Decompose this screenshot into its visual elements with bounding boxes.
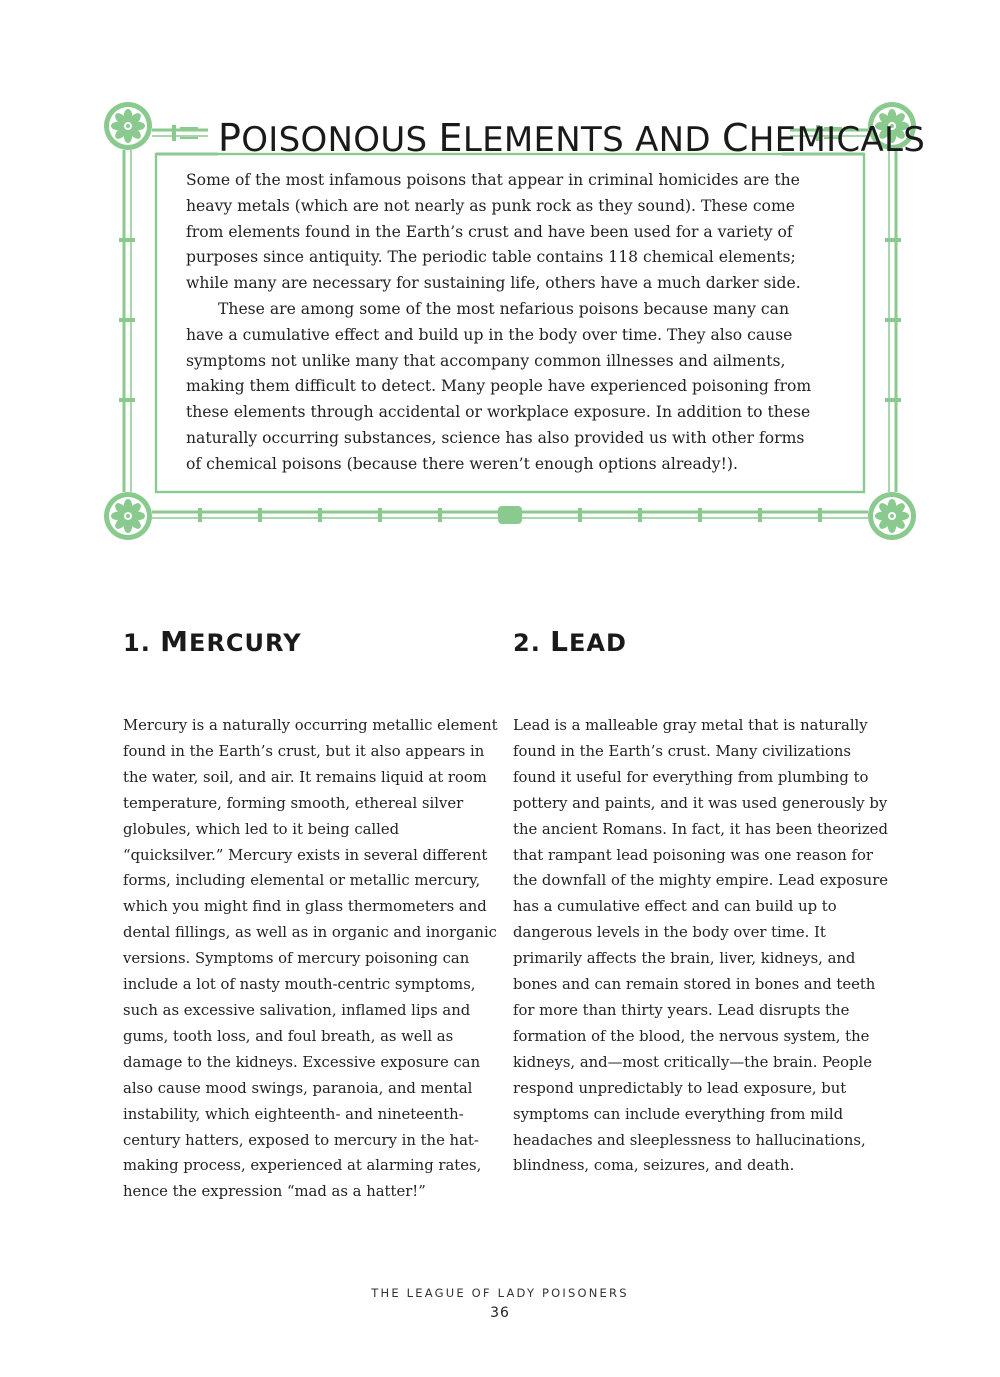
intro-paragraph: These are among some of the most nefarious poisons because many can have a cumulative effect and build up in the body over time. They also cause symptoms not unlike many that accompany common illnesses and ailments, making them difficult to detect. Many people have experienced poisoning from these elements through accidental or workplace exposure. In addition to these naturally occurring substances, science has also provided us with other forms of chemical poisons (because there weren’t enough options already!).: [186, 299, 812, 473]
section-heading: 1. MERCURY: [123, 625, 302, 658]
flower-rosette-icon: [868, 492, 916, 540]
section-mercury: [123, 624, 503, 1205]
flower-rosette-icon: [104, 102, 152, 150]
intro-text: [186, 168, 822, 478]
page-number: 36: [490, 1305, 510, 1321]
intro-paragraph: Some of the most infamous poisons that appear in criminal homicides are the heavy metals (which are not nearly as punk rock as they sound). These come from elements found in the Earth’s crust and have been used for a variety of purposes since antiquity. The periodic table contains 118 chemical elements; while many are necessary for sustaining life, others have a much darker side.: [186, 171, 801, 293]
box-title: POISONOUS ELEMENTS AND CHEMICALS: [218, 116, 926, 160]
running-footer: THE LEAGUE OF LADY POISONERS: [371, 1286, 629, 1300]
section-heading: 2. LEAD: [513, 625, 627, 658]
flower-rosette-icon: [104, 492, 152, 540]
section-body: Mercury is a naturally occurring metallic element found in the Earth’s crust, but it also appears in the water, soil, and air. It remains liquid at room temperature, forming smooth, ethereal silver globules, which led to it being called “quicksilver.” Mercury exists in several different forms, including elemental or metallic mercury, which you might find in glass thermometers and dental fillings, as well as in organic and inorganic versions. Symptoms of mercury poisoning can include a lot of nasty mouth-centric symptoms, such as excessive salivation, inflamed lips and gums, tooth loss, and foul breath, as well as damage to the kidneys. Excessive exposure can also cause mood swings, paranoia, and mental instability, which eighteenth- and nineteenth-century hatters, exposed to mercury in the hat-making process, experienced at alarming rates, hence the expression “mad as a hatter!”: [123, 717, 498, 1201]
section-body: Lead is a malleable gray metal that is naturally found in the Earth’s crust. Many civilizations found it useful for everything from plumbing to pottery and paints, and it was used generously by the ancient Romans. In fact, it has been theorized that rampant lead poisoning was one reason for the downfall of the mighty empire. Lead exposure has a cumulative effect and can build up to dangerous levels in the body over time. It primarily affects the brain, liver, kidneys, and bones and can remain stored in bones and teeth for more than thirty years. Lead disrupts the formation of the blood, the nervous system, the kidneys, and—most critically—the brain. People respond unpredictably to lead exposure, but symptoms can include everything from mild headaches and sleeplessness to hallucinations, blindness, coma, seizures, and death.: [513, 717, 889, 1175]
section-lead: [513, 624, 893, 1179]
